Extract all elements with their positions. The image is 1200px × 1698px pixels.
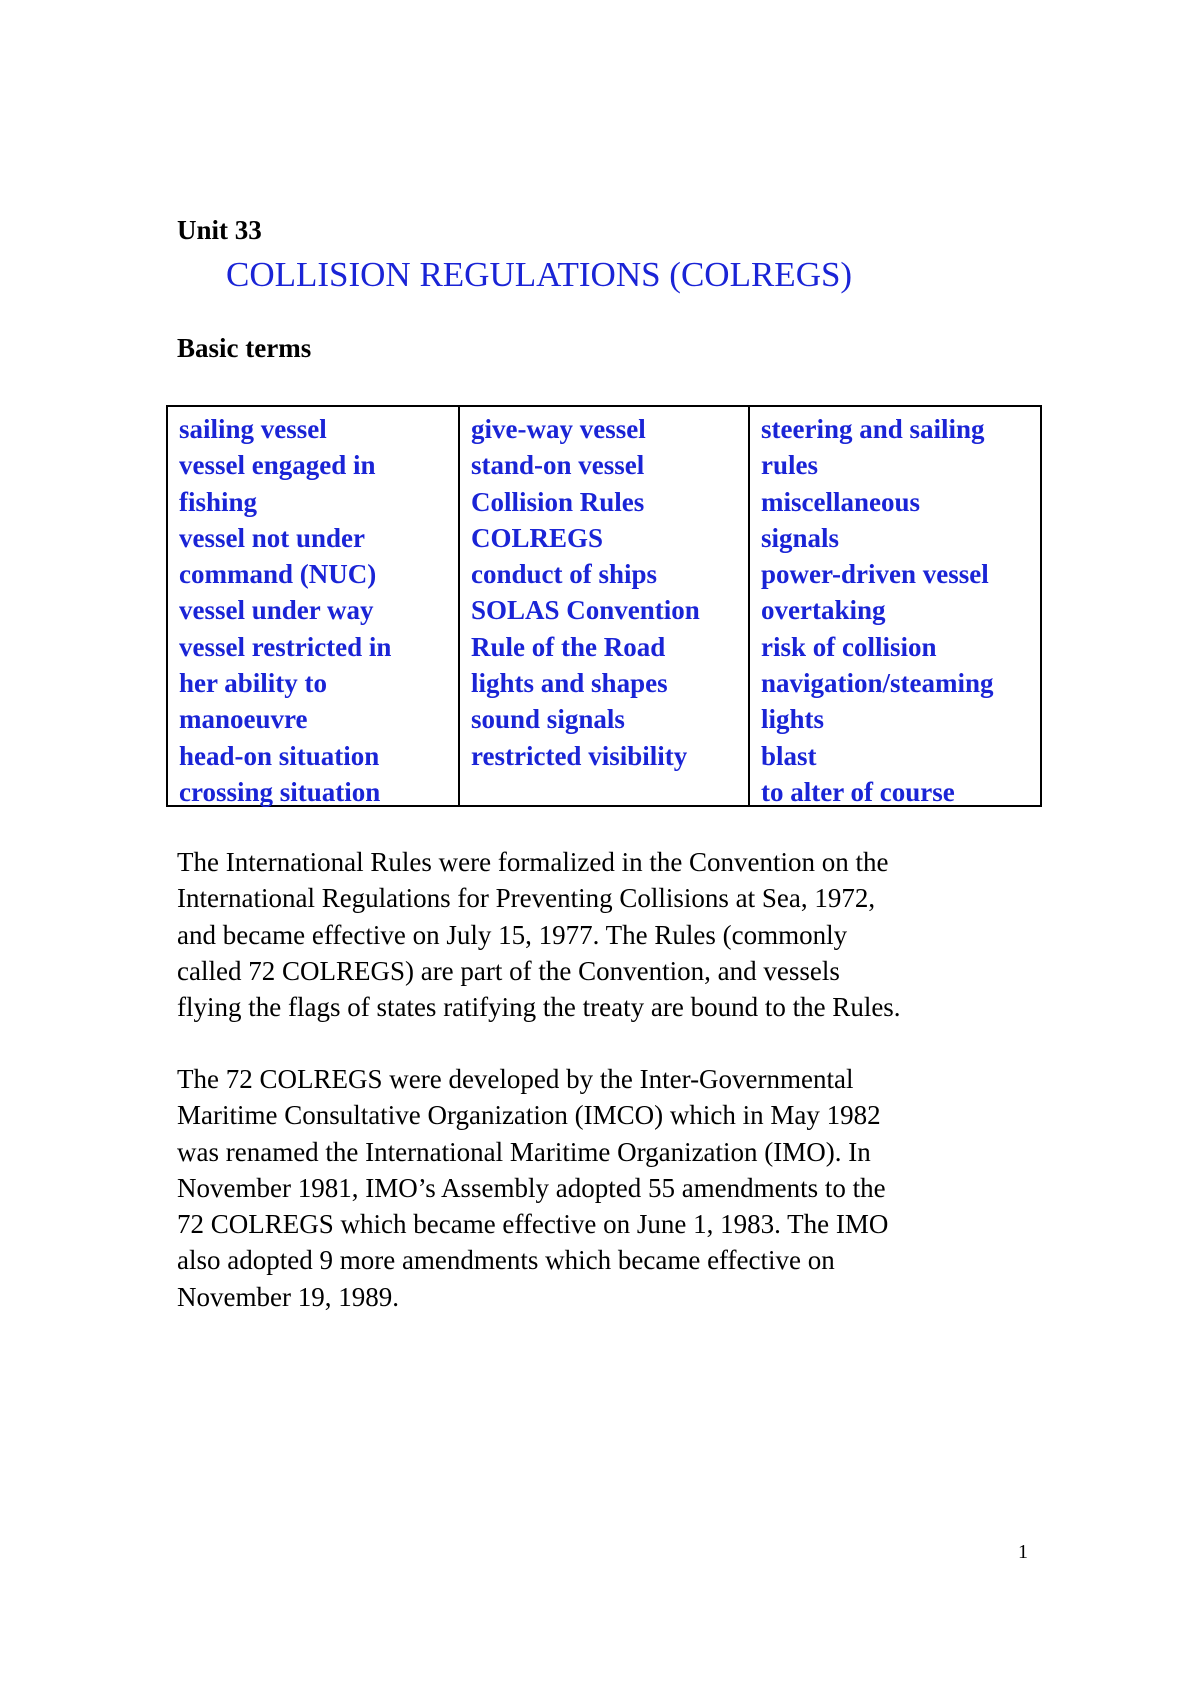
term-item: fishing — [179, 486, 258, 517]
term-item: head-on situation — [179, 740, 380, 771]
term-item: sailing vessel — [179, 414, 327, 444]
paragraph-international-rules — [177, 844, 1057, 1025]
paragraph-line: November 19, 1989. — [177, 1281, 399, 1312]
term-item: steering and sailing — [761, 414, 985, 444]
term-item: her ability to — [179, 668, 327, 699]
term-item: miscellaneous — [761, 486, 920, 517]
basic-terms-table — [166, 405, 1042, 807]
paragraph-line: The International Rules were formalized in the Convention on the — [177, 847, 889, 877]
term-item: lights and shapes — [471, 668, 668, 699]
term-item: command (NUC) — [179, 559, 377, 590]
paragraph-line: November 1981, IMO’s Assembly adopted 55 amendments to the — [177, 1172, 886, 1203]
paragraph-colregs-history — [177, 1061, 1057, 1315]
term-item: Collision Rules — [471, 486, 645, 517]
term-item: crossing situation — [179, 776, 381, 807]
paragraph-line: International Regulations for Preventing Collisions at Sea, 1972, — [177, 883, 876, 914]
terms-column-3 — [750, 407, 1040, 805]
term-item: rules — [761, 450, 818, 481]
term-item: conduct of ships — [471, 559, 658, 590]
page-number: 1 — [1018, 1541, 1028, 1563]
paragraph-line: The 72 COLREGS were developed by the Inter-Governmental — [177, 1064, 854, 1094]
term-item: restricted visibility — [471, 740, 688, 771]
term-item: signals — [761, 522, 840, 553]
term-item: blast — [761, 740, 817, 771]
term-item: overtaking — [761, 595, 886, 626]
term-item: vessel under way — [179, 595, 374, 626]
terms-column-2 — [460, 407, 750, 805]
term-item: give-way vessel — [471, 414, 646, 444]
term-item: navigation/steaming — [761, 668, 994, 699]
term-item: vessel restricted in — [179, 631, 392, 662]
term-item: COLREGS — [471, 522, 604, 553]
term-item: power-driven vessel — [761, 559, 989, 590]
term-item: lights — [761, 704, 825, 735]
term-item: vessel not under — [179, 522, 366, 553]
term-item: vessel engaged in — [179, 450, 376, 481]
page-title: COLLISION REGULATIONS (COLREGS) — [226, 255, 853, 294]
unit-label: Unit 33 — [177, 215, 262, 245]
term-item: sound signals — [471, 704, 625, 735]
term-item: risk of collision — [761, 631, 937, 662]
term-item: Rule of the Road — [471, 631, 666, 662]
paragraph-line: was renamed the International Maritime Organization (IMO). In — [177, 1136, 871, 1167]
paragraph-line: 72 COLREGS which became effective on June 1, 1983. The IMO — [177, 1209, 889, 1240]
paragraph-line: also adopted 9 more amendments which became effective on — [177, 1245, 835, 1276]
term-item: SOLAS Convention — [471, 595, 700, 626]
term-item: manoeuvre — [179, 704, 308, 735]
paragraph-line: flying the flags of states ratifying the treaty are bound to the Rules. — [177, 992, 901, 1023]
paragraph-line: called 72 COLREGS) are part of the Convention, and vessels — [177, 955, 840, 986]
paragraph-line: and became effective on July 15, 1977. The Rules (commonly — [177, 919, 848, 950]
term-item: stand-on vessel — [471, 450, 645, 481]
basic-terms-heading: Basic terms — [177, 333, 312, 363]
terms-column-1 — [168, 407, 460, 805]
term-item: to alter of course — [761, 776, 955, 807]
paragraph-line: Maritime Consultative Organization (IMCO) which in May 1982 — [177, 1100, 881, 1131]
